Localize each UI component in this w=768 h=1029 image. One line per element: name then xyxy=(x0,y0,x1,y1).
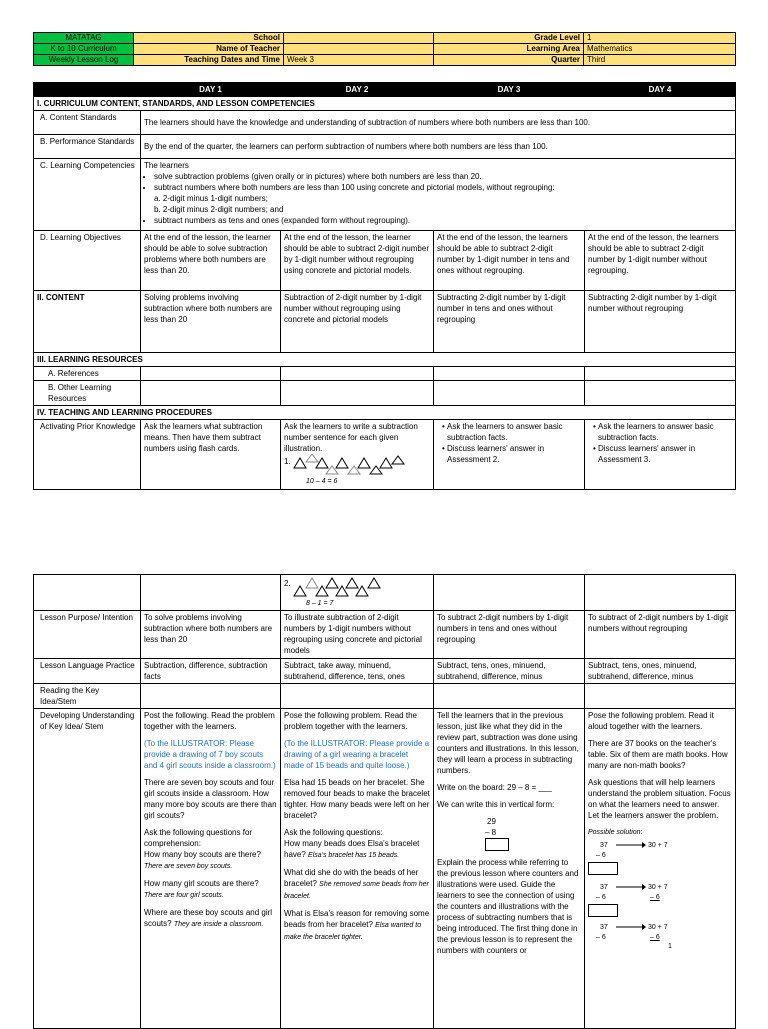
header-value-school xyxy=(284,33,434,44)
content-day4: Subtracting 2-digit number by 1-digit number without regrouping xyxy=(585,291,736,353)
arrow-icon xyxy=(616,923,646,931)
dev-day3-vertical xyxy=(437,816,581,851)
section-curriculum: I. CURRICULUM CONTENT, STANDARDS, AND LESSON COMPETENCIES xyxy=(34,97,736,111)
header-value-dates: Week 3 xyxy=(284,55,434,66)
day-header-4: DAY 4 xyxy=(585,83,736,97)
item1-number: 1. xyxy=(284,457,291,466)
header-value-area: Mathematics xyxy=(584,44,736,55)
dev-day1-a1: There are seven boy scouts. xyxy=(144,863,233,870)
header-left-1: MATATAG xyxy=(34,33,134,44)
item2-number: 2. xyxy=(284,579,291,588)
dev-day2-illustrator: (To the ILLUSTRATOR: Please provide a drawing of a girl wearing a bracelet made of 15 beads and quite loose.) xyxy=(284,739,430,770)
developing-day1 xyxy=(141,709,281,1029)
objectives-day3: At the end of the lesson, the learners should be able to subtract 2-digit number by 1-digit number in tens and ones without regrouping. xyxy=(434,231,585,291)
lesson-table-page-2 xyxy=(33,574,736,1029)
performance-standards-label: B. Performance Standards xyxy=(34,135,141,159)
triangles-illustration-1 xyxy=(284,454,430,476)
dev-day2-a2: She removed some beads from her bracelet. xyxy=(284,881,429,900)
prior-knowledge-day3-a: • Ask the learners to answer basic subtraction facts. xyxy=(447,421,581,443)
key-idea-day1 xyxy=(141,684,281,709)
other-resources-label: B. Other Learning Resources xyxy=(34,381,141,406)
content-standards-text: The learners should have the knowledge and understanding of subtraction of numbers where both numbers are less than 100. xyxy=(141,111,736,135)
cont-blank-day1 xyxy=(141,575,281,611)
dev-day4-p1: Pose the following problem. Read it aloud together with the learners. xyxy=(588,711,714,731)
header-label-school: School xyxy=(134,33,284,44)
item2-equation: 8 – 1 = 7 xyxy=(306,600,334,607)
prior-knowledge-day4 xyxy=(585,420,736,490)
references-day3 xyxy=(434,367,585,381)
prior-knowledge-day2-text: Ask the learners to write a subtraction number sentence for each given illustration. xyxy=(284,422,418,453)
cont-blank-label xyxy=(34,575,141,611)
arrow-icon xyxy=(616,883,646,891)
sol1-box xyxy=(588,862,618,875)
dev-day3-top: 29 xyxy=(487,817,496,826)
competencies-intro: The learners xyxy=(144,161,189,170)
sol2-box xyxy=(588,904,618,917)
competencies-label: C. Learning Competencies xyxy=(34,159,141,231)
prior-knowledge-day2 xyxy=(281,420,434,490)
day-header-row xyxy=(34,83,736,97)
dev-day1-illustrator: (To the ILLUSTRATOR: Please provide a drawing of 7 boy scouts and 4 girl scouts inside a classroom.) xyxy=(144,739,276,770)
triangles-icon xyxy=(292,454,432,478)
day-header-2: DAY 2 xyxy=(281,83,434,97)
header-value-quarter: Third xyxy=(584,55,736,66)
dev-day2-a1: Elsa's bracelet has 15 beads. xyxy=(308,852,400,859)
prior-knowledge-day1: Ask the learners what subtraction means. Then have them subtract numbers using flash cards. xyxy=(141,420,281,490)
header-value-grade: 1 xyxy=(584,33,736,44)
competency-2b: b. 2-digit minus 2-digit numbers; and xyxy=(154,205,284,214)
header-left-2: K to 10 Curriculum xyxy=(34,44,134,55)
triangles-icon-2 xyxy=(292,576,412,600)
purpose-day4: To subtract of 2-digit numbers by 1-digit numbers without regrouping xyxy=(585,611,736,659)
objectives-day2: At the end of the lesson, the learner should be able to subtract 2-digit number by 1-digit number without regrouping using concrete and pictorial models. xyxy=(281,231,434,291)
header-label-teacher: Name of Teacher xyxy=(134,44,284,55)
key-idea-day3 xyxy=(434,684,585,709)
header-left-3: Weekly Lesson Log xyxy=(34,55,134,66)
dev-day1-p3: Ask the following questions for comprehension: xyxy=(144,828,253,848)
key-idea-day4 xyxy=(585,684,736,709)
other-resources-day4 xyxy=(585,381,736,406)
cont-blank-day4 xyxy=(585,575,736,611)
language-day3: Subtract, tens, ones, minuend, subtrahend, difference, minus xyxy=(434,659,585,684)
dev-day2-p1: Pose the following problem. Read the problem together with the learners. xyxy=(284,711,417,731)
prior-knowledge-day3-b: • Discuss learners' answer in Assessment 2. xyxy=(447,443,581,465)
section-procedures: IV. TEACHING AND LEARNING PROCEDURES xyxy=(34,406,736,420)
cont-day2-illustration xyxy=(281,575,434,611)
header-label-grade: Grade Level xyxy=(434,33,584,44)
key-idea-day2 xyxy=(281,684,434,709)
sol1-37: 37 xyxy=(600,842,608,849)
developing-day3 xyxy=(434,709,585,1029)
sol2-expanded: 30 + 7 xyxy=(648,884,668,891)
dev-day1-a2: There are four girl scouts. xyxy=(144,892,224,899)
competency-2a: a. 2-digit minus 1-digit numbers; xyxy=(154,194,268,203)
dev-day3-p2: Write on the board: 29 – 8 = ___ xyxy=(437,783,552,792)
purpose-day2: To illustrate subtraction of 2-digit numbers by 1-digit numbers without regrouping using concrete and pictorial models xyxy=(281,611,434,659)
content-day3: Subtracting 2-digit number by 1-digit number in tens and ones without regrouping xyxy=(434,291,585,353)
purpose-day3: To subtract 2-digit numbers by 1-digit numbers in tens and ones without regrouping xyxy=(434,611,585,659)
competencies-text xyxy=(141,159,736,231)
header-label-dates: Teaching Dates and Time xyxy=(134,55,284,66)
dev-day1-a3: They are inside a classroom. xyxy=(173,921,264,928)
dev-day2-p3: Ask the following questions: xyxy=(284,828,383,837)
sol3-one: 1 xyxy=(668,943,672,950)
section-content: II. CONTENT xyxy=(34,291,141,353)
section-resources: III. LEARNING RESOURCES xyxy=(34,353,736,367)
dev-day3-bot: – 8 xyxy=(485,828,497,837)
objectives-day4: At the end of the lesson, the learners should be able to subtract 2-digit number by 1-digit number without regrouping. xyxy=(585,231,736,291)
sol3-expanded: 30 + 7 xyxy=(648,924,668,931)
item1-equation: 10 – 4 = 6 xyxy=(306,478,338,485)
dev-day2-p2: Elsa had 15 beads on her bracelet. She removed four beads to make the bracelet tighter. How many beads were left on her bracelet? xyxy=(284,778,430,820)
dev-day2-q3: What is Elsa's reason for removing some beads from her bracelet? xyxy=(284,909,430,929)
content-day1: Solving problems involving subtraction where both numbers are less than 20 xyxy=(141,291,281,353)
dev-day1-q1: How many boy scouts are there? xyxy=(144,850,261,859)
dev-day2-q2: What did she do with the beads of her bracelet? xyxy=(284,868,419,888)
sol3-exp-minus6: – 6 xyxy=(650,934,660,941)
sol2-exp-minus6: – 6 xyxy=(650,894,660,901)
sol2-minus6: – 6 xyxy=(596,894,606,901)
dev-day1-q2: How many girl scouts are there? xyxy=(144,879,259,888)
sol1-expanded: 30 + 7 xyxy=(648,842,668,849)
arrow-icon xyxy=(616,841,646,849)
language-day4: Subtract, tens, ones, minuend, subtrahend, difference, minus xyxy=(585,659,736,684)
content-day2: Subtraction of 2-digit number by 1-digit number without regrouping using concrete and pictorial models xyxy=(281,291,434,353)
performance-standards-text: By the end of the quarter, the learners can perform subtraction of numbers where both numbers are less than 100. xyxy=(141,135,736,159)
references-day2 xyxy=(281,367,434,381)
dev-day1-p1: Post the following. Read the problem together with the learners. xyxy=(144,711,275,731)
sol2-37: 37 xyxy=(600,884,608,891)
purpose-label: Lesson Purpose/ Intention xyxy=(34,611,141,659)
dev-day3-answer-box xyxy=(485,838,509,851)
dev-day1-p2: There are seven boy scouts and four girl scouts inside a classroom. How many more boy scouts are there than girl scouts? xyxy=(144,778,277,820)
developing-day4 xyxy=(585,709,736,1029)
references-label: A. References xyxy=(34,367,141,381)
competency-1: • solve subtraction problems (given orally or in pictures) where both numbers are less than 20. xyxy=(154,171,732,182)
dev-day3-p4: Explain the process while referring to the previous lesson where counters and illustrations were used. Guide the learners to see the connection of using the counters and illustrations with the process of subtracting numbers that is being introduced. The first thing done in the previous lesson is to represent the numbers with counters or xyxy=(437,858,579,955)
dev-day3-p3: We can write this in vertical form: xyxy=(437,800,555,809)
day-header-blank xyxy=(34,83,141,97)
dev-day4-p2: There are 37 books on the teacher's table. Six of them are math books. How many are non-math books? xyxy=(588,739,728,770)
developing-label: Developing Understanding of Key Idea/ Stem xyxy=(34,709,141,1029)
header-label-quarter: Quarter xyxy=(434,55,584,66)
prior-knowledge-day4-b: • Discuss learners' answer in Assessment 3. xyxy=(598,443,732,465)
references-day1 xyxy=(141,367,281,381)
other-resources-day1 xyxy=(141,381,281,406)
dev-day4-solution xyxy=(588,838,732,948)
dev-day4-solution-label: Possible solution: xyxy=(588,829,643,836)
key-idea-label: Reading the Key Idea/Stem xyxy=(34,684,141,709)
purpose-day1: To solve problems involving subtraction where both numbers are less than 20 xyxy=(141,611,281,659)
objectives-label: D. Learning Objectives xyxy=(34,231,141,291)
objectives-day1: At the end of the lesson, the learner should be able to solve subtraction problems where both numbers are less than 20. xyxy=(141,231,281,291)
content-standards-label: A. Content Standards xyxy=(34,111,141,135)
dev-day1-q3: Where are these boy scouts and girl scouts? xyxy=(144,908,273,928)
dev-day2-a3: Elsa wanted to make the bracelet tighter. xyxy=(284,922,422,941)
language-label: Lesson Language Practice xyxy=(34,659,141,684)
dev-day2-q1: How many beads does Elsa's bracelet have? xyxy=(284,839,420,859)
other-resources-day3 xyxy=(434,381,585,406)
header-value-teacher xyxy=(284,44,434,55)
day-header-1: DAY 1 xyxy=(141,83,281,97)
competency-2: • subtract numbers where both numbers are less than 100 using concrete and pictorial models, without regrouping: xyxy=(154,182,732,193)
prior-knowledge-day3 xyxy=(434,420,585,490)
language-day2: Subtract, take away, minuend, subtrahend, difference, tens, ones xyxy=(281,659,434,684)
competency-3: • subtract numbers as tens and ones (expanded form without regrouping). xyxy=(154,215,732,226)
developing-day2 xyxy=(281,709,434,1029)
day-header-3: DAY 3 xyxy=(434,83,585,97)
dev-day4-p3: Ask questions that will help learners understand the problem situation. Focus on what the learners need to answer. Let the learners answer the problem. xyxy=(588,778,731,820)
sol3-37: 37 xyxy=(600,924,608,931)
other-resources-day2 xyxy=(281,381,434,406)
header-label-area: Learning Area xyxy=(434,44,584,55)
triangles-illustration-2 xyxy=(284,576,430,598)
lesson-table-page-1 xyxy=(33,82,736,490)
sol1-minus6: – 6 xyxy=(596,852,606,859)
sol3-minus6: – 6 xyxy=(596,934,606,941)
prior-knowledge-label: Activating Prior Knowledge xyxy=(34,420,141,490)
dev-day3-p1: Tell the learners that in the previous lesson, just like what they did in the review part, subtraction was done using counters and illustrations. In this lesson, they will learn a process in subtracting numbers. xyxy=(437,711,579,775)
references-day4 xyxy=(585,367,736,381)
header-table xyxy=(33,32,736,66)
prior-knowledge-day4-a: • Ask the learners to answer basic subtraction facts. xyxy=(598,421,732,443)
cont-blank-day3 xyxy=(434,575,585,611)
language-day1: Subtraction, difference, subtraction facts xyxy=(141,659,281,684)
